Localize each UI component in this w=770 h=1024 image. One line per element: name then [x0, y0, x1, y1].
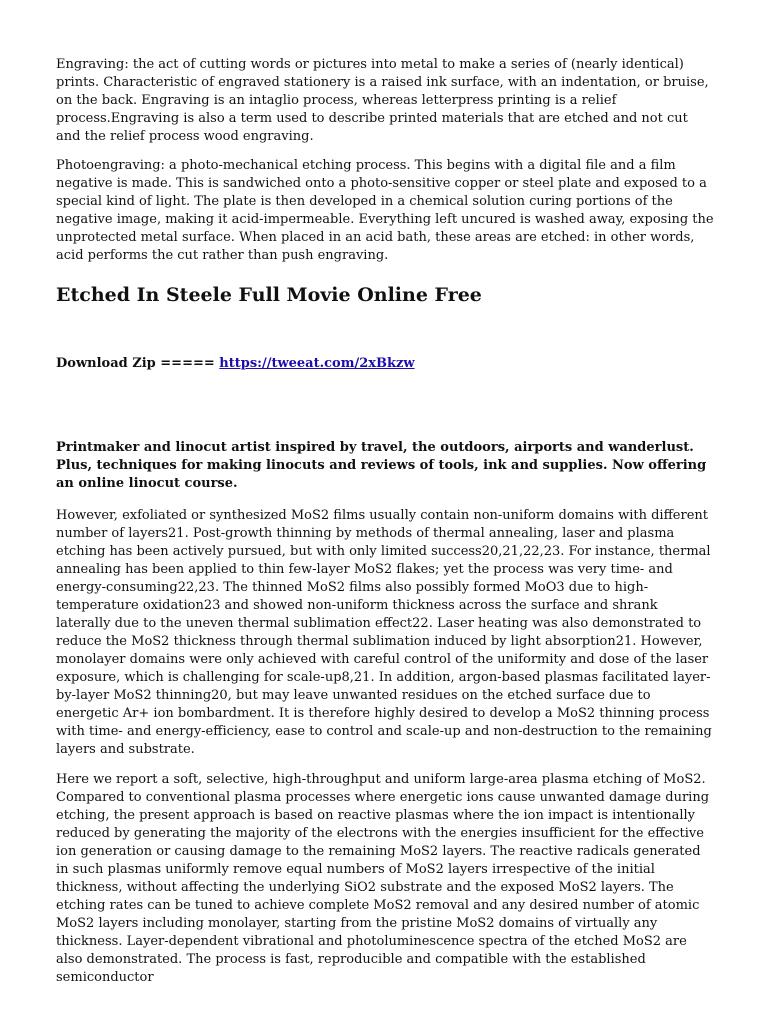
paragraph-engraving: Engraving: the act of cutting words or pictures into metal to make a series of (nearly identical) prints. Characteristic of engraved stationery is a raised ink surface, with an indentation, or bruise, on the back. Engraving is an intaglio process, whereas letterpress printing is a relief process.Engraving is also a term used to describe printed materials that are etched and not cut and the relief process wood engraving.	[56, 57, 709, 144]
lede-paragraph: Printmaker and linocut artist inspired by travel, the outdoors, airports and wanderlust. Plus, techniques for making linocuts and reviews of tools, ink and supplies. Now offering an online linocut course.	[56, 440, 707, 491]
paragraph-photoengraving: Photoengraving: a photo-mechanical etching process. This begins with a digital file and a film negative is made. This is sandwiched onto a photo-sensitive copper or steel plate and exposed to a special kind of light. The plate is then developed in a chemical solution curing portions of the negative image, making it acid-impermeable. Everything left uncured is washed away, exposing the unprotected metal surface. When placed in an acid bath, these areas are etched: in other words, acid performs the cut rather than push engraving.	[56, 158, 714, 263]
paragraph-mos2-intro: However, exfoliated or synthesized MoS2 films usually contain non-uniform domains with different number of layers21. Post-growth thinning by methods of thermal annealing, laser and plasma etching has been actively pursued, but with only limited success20,21,22,23. For instance, thermal annealing has been applied to thin few-layer MoS2 flakes; yet the process was very time- and energy-consuming22,23. The thinned MoS2 films also possibly formed MoO3 due to high-temperature oxidation23 and showed non-uniform thickness across the surface and shrank laterally due to the uneven thermal sublimation effect22. Laser heating was also demonstrated to reduce the MoS2 thickness through thermal sublimation induced by light absorption21. However, monolayer domains were only achieved with careful control of the uniformity and dose of the laser exposure, which is challenging for scale-up8,21. In addition, argon-based plasmas facilitated layer-by-layer MoS2 thinning20, but may leave unwanted residues on the etched surface due to energetic Ar+ ion bombardment. It is therefore highly desired to develop a MoS2 thinning process with time- and energy-efficiency, ease to control and scale-up and non-destruction to the remaining layers and substrate.	[56, 508, 712, 757]
download-label: Download Zip =====	[56, 356, 220, 371]
page-heading: Etched In Steele Full Movie Online Free	[56, 284, 482, 306]
document-page	[56, 56, 716, 985]
download-link[interactable]: https://tweeat.com/2xBkzw	[219, 356, 415, 371]
download-line	[56, 355, 415, 373]
paragraph-mos2-report: Here we report a soft, selective, high-throughput and uniform large-area plasma etching of MoS2. Compared to conventional plasma processes where energetic ions cause unwanted damage during etching, the present approach is based on reactive plasmas where the ion impact is intentionally reduced by generating the majority of the electrons with the energies insufficient for the effective ion generation or causing damage to the remaining MoS2 layers. The reactive radicals generated in such plasmas uniformly remove equal numbers of MoS2 layers irrespective of the initial thickness, without affecting the underlying SiO2 substrate and the exposed MoS2 layers. The etching rates can be tuned to achieve complete MoS2 removal and any desired number of atomic MoS2 layers including monolayer, starting from the pristine MoS2 domains of virtually any thickness. Layer-dependent vibrational and photoluminescence spectra of the etched MoS2 are also demonstrated. The process is fast, reproducible and compatible with the established semiconductor	[56, 772, 710, 985]
